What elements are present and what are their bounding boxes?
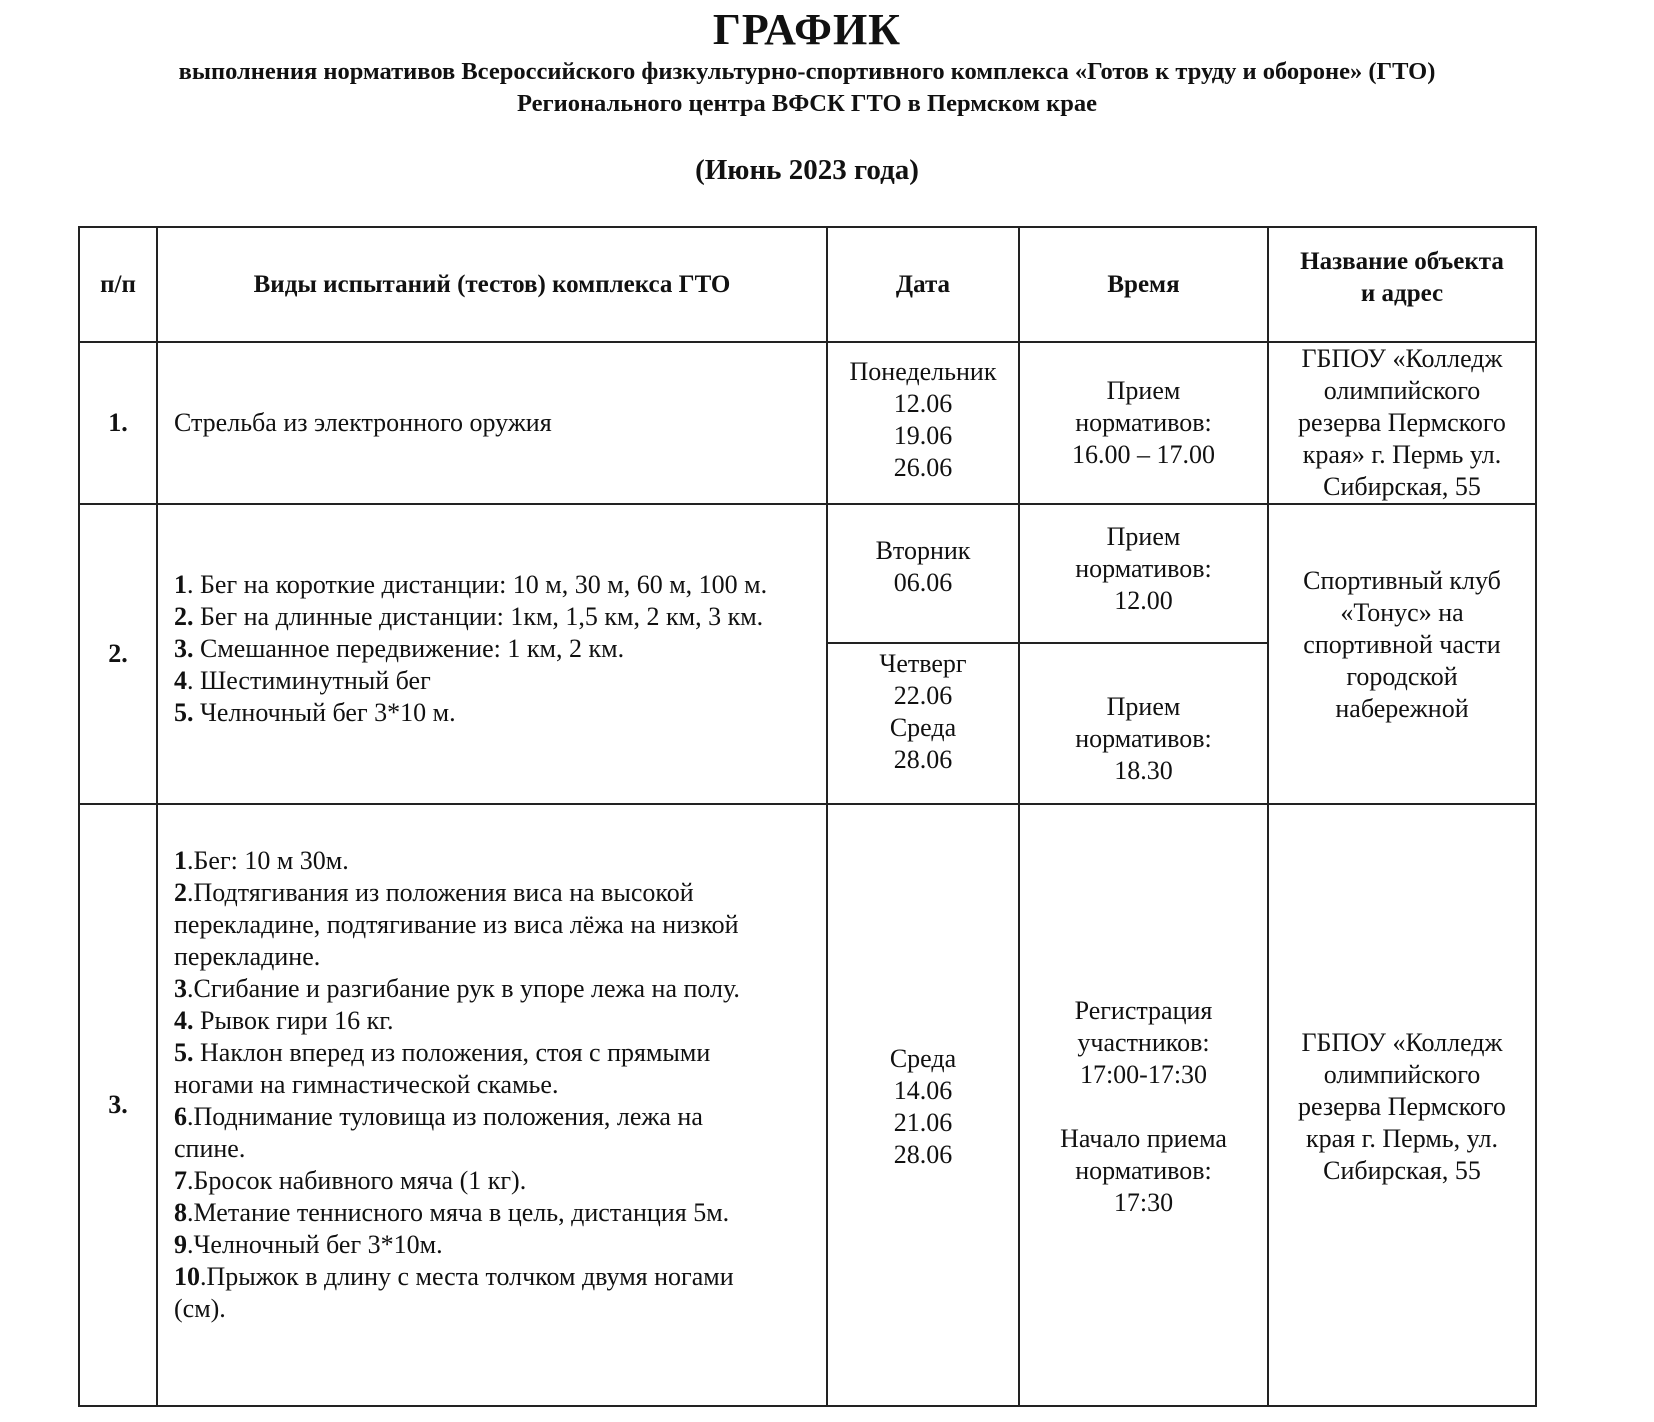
column-header-place <box>1269 228 1535 328</box>
column-header-date: Дата <box>895 270 951 298</box>
test-item-text: .Сгибание и разгибание рук в упоре лежа на полу. <box>187 974 740 1003</box>
test-item <box>174 665 767 697</box>
row-tests <box>158 505 826 793</box>
test-item-text: ногами на гимнастической скамье. <box>174 1070 559 1099</box>
document-subtitle-line-1: выполнения нормативов Всероссийского физкультурно-спортивного комплекса «Готов к труду и обороне» (ГТО) <box>178 58 1436 85</box>
date-line: Понедельник <box>849 357 997 386</box>
test-item-text: . Бег на короткие дистанции: 10 м, 30 м, 60 м, 100 м. <box>187 570 768 599</box>
test-item-number: 5. <box>174 698 194 727</box>
place-line: Сибирская, 55 <box>1323 472 1481 501</box>
test-item-text: перекладине, подтягивание из виса лёжа на низкой <box>174 910 739 939</box>
test-item <box>174 1165 740 1197</box>
row-place <box>1269 805 1535 1409</box>
test-item-number: 7 <box>174 1166 187 1195</box>
place-line: края г. Пермь, ул. <box>1306 1124 1498 1153</box>
row-time <box>1020 505 1267 633</box>
row-date <box>828 505 1018 629</box>
date-line: 19.06 <box>893 421 953 450</box>
test-item <box>174 697 767 729</box>
test-item-text: перекладине. <box>174 942 321 971</box>
row-number: 2. <box>108 639 128 668</box>
test-item <box>174 1005 740 1037</box>
column-header-number: п/п <box>100 270 136 298</box>
place-line: резерва Пермского <box>1298 1092 1506 1121</box>
test-item-number: 10 <box>174 1262 200 1291</box>
test-item <box>174 1197 740 1229</box>
column-header-place-line: Название объекта <box>1300 248 1504 275</box>
time-line: Прием <box>1106 692 1181 721</box>
test-item-text: .Подтягивания из положения виса на высокой <box>187 878 694 907</box>
row-place <box>1269 505 1535 785</box>
test-item-text: .Челночный бег 3*10м. <box>187 1230 443 1259</box>
schedule-table <box>78 226 1536 1406</box>
time-line: нормативов: <box>1075 1156 1212 1185</box>
time-line: Прием <box>1106 376 1181 405</box>
test-item-text: .Прыжок в длину с места толчком двумя ногами <box>200 1262 734 1291</box>
test-item: Стрельба из электронного оружия <box>174 408 552 437</box>
test-item-number: 9 <box>174 1230 187 1259</box>
date-line: Вторник <box>875 536 971 565</box>
test-item <box>174 845 740 877</box>
test-item-text: Бег на длинные дистанции: 1км, 1,5 км, 2 км, 3 км. <box>193 602 764 631</box>
test-item-text: Рывок гири 16 кг. <box>193 1006 394 1035</box>
place-line: ГБПОУ «Колледж <box>1301 344 1503 373</box>
test-item-number: 2 <box>174 878 187 907</box>
date-line: 14.06 <box>893 1076 953 1105</box>
test-item <box>174 973 740 1005</box>
document-period: (Июнь 2023 года) <box>695 154 919 186</box>
test-item <box>174 1069 740 1101</box>
test-item <box>174 601 767 633</box>
place-line: ГБПОУ «Колледж <box>1301 1028 1503 1057</box>
test-item-text: (см). <box>174 1294 226 1323</box>
time-line: Регистрация <box>1074 996 1213 1025</box>
date-line: 28.06 <box>893 1140 953 1169</box>
test-item-text: спине. <box>174 1134 246 1163</box>
test-item-number: 5. <box>174 1038 194 1067</box>
test-item <box>174 1261 740 1293</box>
time-line: нормативов: <box>1075 408 1212 437</box>
row-number: 3. <box>108 1090 128 1119</box>
test-item-number: 4. <box>174 1006 194 1035</box>
test-item <box>174 1229 740 1261</box>
test-item-number: 8 <box>174 1198 187 1227</box>
table-border-right <box>1535 226 1537 1407</box>
time-line: 16.00 – 17.00 <box>1072 440 1215 469</box>
date-line: 28.06 <box>893 745 953 774</box>
row-tests <box>158 805 826 1365</box>
column-header-place-line: и адрес <box>1360 280 1444 307</box>
time-line: 17:30 <box>1113 1188 1174 1217</box>
test-item-number: 3. <box>174 634 194 663</box>
date-line: 21.06 <box>893 1108 953 1137</box>
date-line: 22.06 <box>893 681 953 710</box>
test-item <box>174 1037 740 1069</box>
test-item <box>174 877 740 909</box>
test-item-number: 4 <box>174 666 187 695</box>
time-line: нормативов: <box>1075 724 1212 753</box>
test-item <box>174 633 767 665</box>
time-line: 17:00-17:30 <box>1079 1060 1208 1089</box>
test-item <box>174 569 767 601</box>
date-line: Среда <box>889 1044 957 1073</box>
date-line: 06.06 <box>893 568 953 597</box>
place-line: «Тонус» на <box>1340 598 1464 627</box>
row-tests <box>158 343 826 503</box>
place-line: спортивной части <box>1303 630 1501 659</box>
test-item <box>174 1101 740 1133</box>
test-item-text: .Бег: 10 м 30м. <box>187 846 349 875</box>
time-line: 18.30 <box>1114 756 1173 785</box>
time-line: Прием <box>1106 522 1181 551</box>
row-date <box>828 805 1018 1409</box>
test-item <box>174 909 740 941</box>
place-line: набережной <box>1335 694 1469 723</box>
row-date <box>828 343 1018 501</box>
test-item-number: 1 <box>174 570 187 599</box>
place-line: городской <box>1346 662 1458 691</box>
test-item <box>174 1133 740 1165</box>
test-item-number: 6 <box>174 1102 187 1131</box>
date-line: Среда <box>889 713 957 742</box>
time-line: участников: <box>1077 1028 1210 1057</box>
test-item-text: .Метание теннисного мяча в цель, дистанция 5м. <box>187 1198 730 1227</box>
date-line: 26.06 <box>893 453 953 482</box>
row-number: 1. <box>108 408 128 437</box>
place-line: Сибирская, 55 <box>1323 1156 1481 1185</box>
test-item-number: 1 <box>174 846 187 875</box>
place-line: олимпийского <box>1323 1060 1481 1089</box>
column-header-time: Время <box>1107 270 1180 298</box>
test-item-text: . Шестиминутный бег <box>187 666 431 695</box>
column-header-tests: Виды испытаний (тестов) комплекса ГТО <box>253 270 731 298</box>
time-line: Начало приема <box>1060 1124 1227 1153</box>
test-item-text: Смешанное передвижение: 1 км, 2 км. <box>193 634 625 663</box>
time-line: 12.00 <box>1114 586 1173 615</box>
test-item-text: Наклон вперед из положения, стоя с прямыми <box>193 1038 711 1067</box>
document-subtitle-line-2: Регионального центра ВФСК ГТО в Пермском крае <box>516 90 1098 117</box>
test-item-text: .Поднимание туловища из положения, лежа на <box>187 1102 703 1131</box>
date-line: Четверг <box>879 649 967 678</box>
place-line: Спортивный клуб <box>1303 566 1501 595</box>
place-line: края» г. Пермь ул. <box>1302 440 1502 469</box>
place-line: резерва Пермского <box>1298 408 1506 437</box>
document-title: ГРАФИК <box>712 5 902 54</box>
place-line: олимпийского <box>1323 376 1481 405</box>
row-time <box>1020 805 1267 1409</box>
row-time <box>1020 343 1267 503</box>
test-item-number: 3 <box>174 974 187 1003</box>
date-line: 12.06 <box>893 389 953 418</box>
time-line: нормативов: <box>1075 554 1212 583</box>
row-date <box>828 644 1018 780</box>
row-place <box>1269 343 1535 503</box>
test-item <box>174 941 740 973</box>
test-item-text: .Бросок набивного мяча (1 кг). <box>187 1166 527 1195</box>
test-item-number: 2. <box>174 602 194 631</box>
test-item-text: Челночный бег 3*10 м. <box>193 698 456 727</box>
test-item <box>174 1293 740 1325</box>
